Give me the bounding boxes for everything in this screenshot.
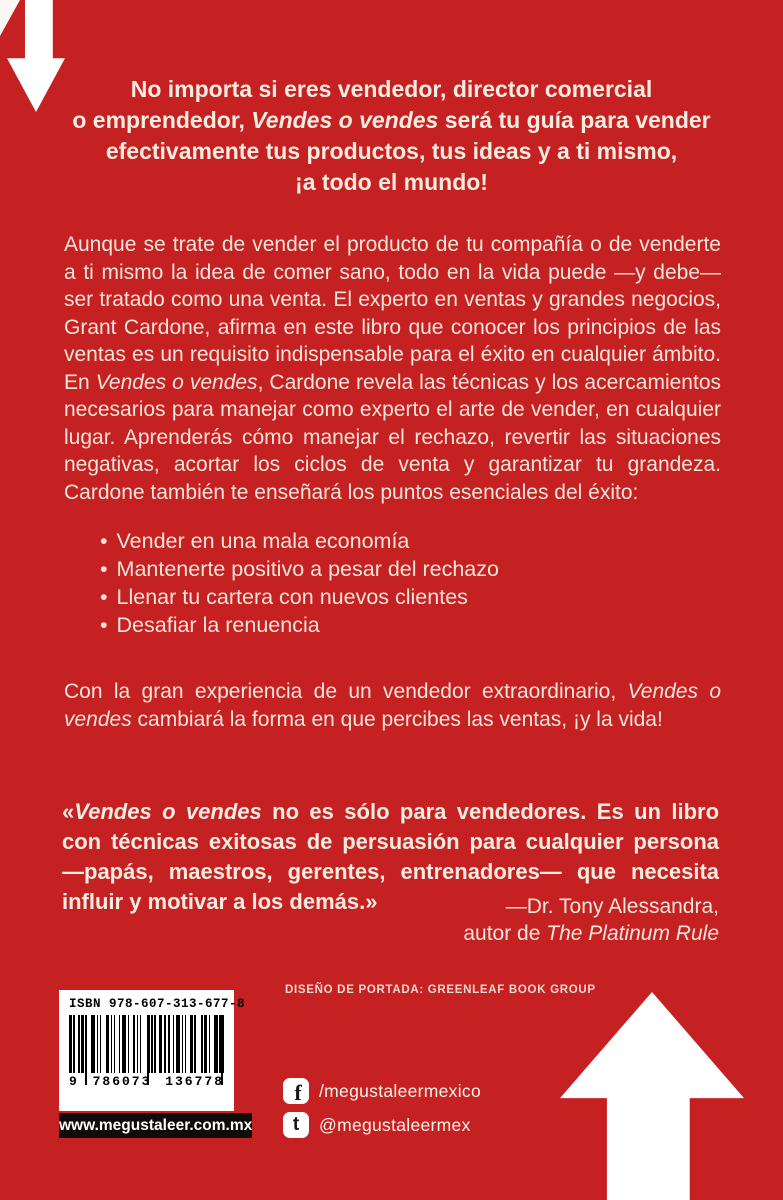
attribution-name: —Dr. Tony Alessandra, xyxy=(505,895,719,918)
facebook-row xyxy=(283,1077,481,1105)
barcode xyxy=(69,1015,224,1089)
quote-attribution xyxy=(300,893,719,947)
list-item: • Llenar tu cartera con nuevos clientes xyxy=(100,583,499,611)
isbn-label: ISBN 978-607-313-677-8 xyxy=(69,997,246,1011)
endorsement-quote: «Vendes o vendes no es sólo para vendedores. Es un libro con técnicas exitosas de persuasión para cualquier persona —papás, maestros, gerentes, entrenadores— que necesita influir y motivar a los demás.» xyxy=(62,799,720,914)
barcode-block xyxy=(59,990,246,1111)
page-corner-fold xyxy=(0,0,20,36)
key-points-list xyxy=(100,527,499,639)
arrow-up-icon xyxy=(560,992,744,1200)
twitter-icon: t xyxy=(283,1112,309,1138)
attribution-book: autor de The Platinum Rule xyxy=(463,922,719,945)
facebook-handle: /megustaleermexico xyxy=(319,1080,481,1101)
list-item: • Desafiar la renuencia xyxy=(100,611,499,639)
description-paragraph: Aunque se trate de vender el producto de tu compañía o de venderte a ti mismo la idea de comer sano, todo en la vida puede —y debe— ser tratado como una venta. El experto en ventas y grandes negocios, Grant Cardone, afirma en este libro que conocer los principios de las ventas es un requisito indispensable para el éxito en cualquier ámbito. En Vendes o vendes, Cardone revela las técnicas y los acercamientos necesarios para manejar como experto el arte de vender, en cualquier lugar. Aprenderás cómo manejar el rechazo, revertir las situaciones negativas, acortar los ciclos de venta y garantizar tu grandeza. Cardone también te enseñará los puntos esenciales del éxito: xyxy=(64,233,721,504)
list-item: • Vender en una mala economía xyxy=(100,527,499,555)
barcode-digit-group: 9 xyxy=(69,1074,79,1089)
twitter-handle: @megustaleermex xyxy=(319,1114,471,1135)
barcode-digit-group: 786073 xyxy=(92,1074,152,1089)
barcode-digits xyxy=(69,1074,224,1089)
closing-paragraph: Con la gran experiencia de un vendedor extraordinario, Vendes o vendes cambiará la forma en que percibes las ventas, ¡y la vida! xyxy=(64,680,721,731)
intro-paragraph: No importa si eres vendedor, director comercial o emprendedor, Vendes o vendes será tu guía para vender efectivamente tus productos, tus ideas y a ti mismo, ¡a todo el mundo! xyxy=(72,76,711,195)
twitter-row xyxy=(283,1111,471,1139)
list-item: • Mantenerte positivo a pesar del rechazo xyxy=(100,555,499,583)
publisher-website: www.megustaleer.com.mx xyxy=(59,1113,252,1138)
cover-design-credit: DISEÑO DE PORTADA: GREENLEAF BOOK GROUP xyxy=(285,984,596,996)
facebook-icon: f xyxy=(283,1078,309,1104)
barcode-digit-group: 136778 xyxy=(165,1074,224,1089)
